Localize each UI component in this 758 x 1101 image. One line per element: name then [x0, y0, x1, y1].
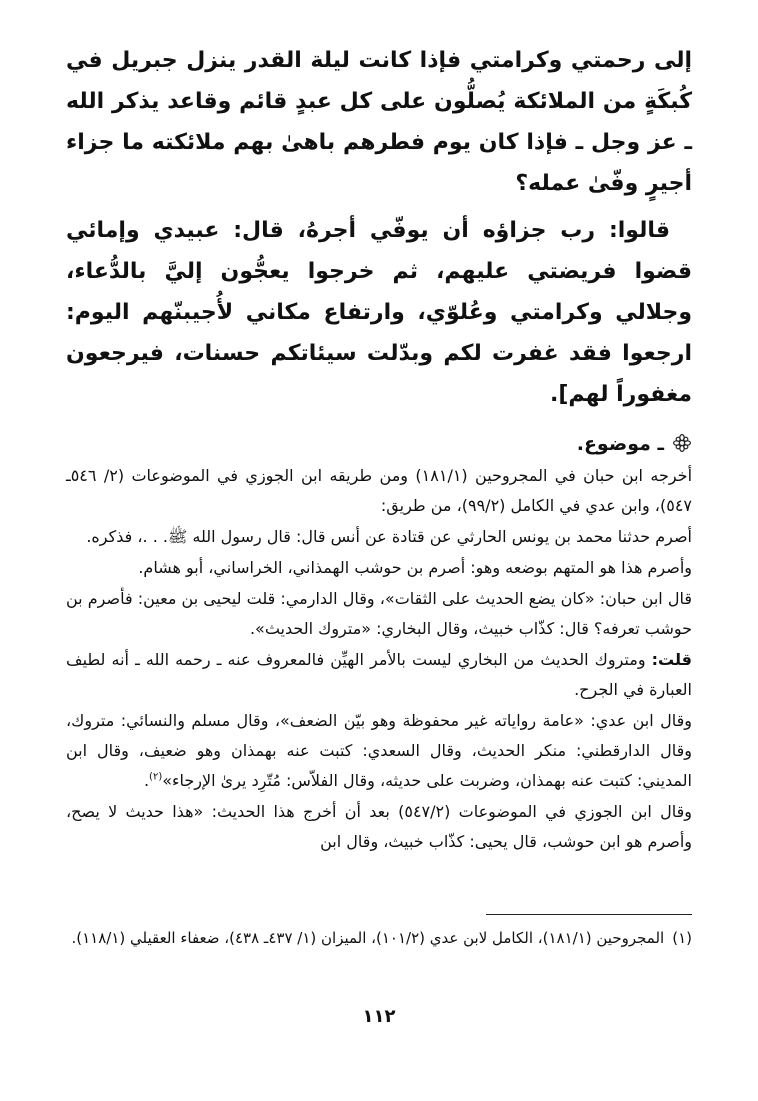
commentary-paragraph	[66, 645, 692, 705]
hadith-text	[66, 40, 692, 415]
commentary-paragraph	[66, 706, 692, 796]
commentary-paragraph: أصرم حدثنا محمد بن يونس الحارثي عن قتادة عن أنس قال: قال رسول الله ﷺ. . .، فذكره.	[86, 527, 692, 546]
footnote-number: (١)	[672, 929, 692, 947]
commentary-paragraph: وأصرم هذا هو المتهم بوضعه وهو: أصرم بن حوشب الهمذاني، الخراساني، أبو هشام.	[138, 558, 692, 577]
footnotes	[66, 924, 692, 952]
commentary-paragraph: قال ابن حبان: «كان يضع الحديث على الثقات»، وقال الدارمي: قلت ليحيى بن معين: فأصرم بن حوشب تعرفه؟ قال: كذّاب خبيث، وقال البخاري: «متروك الحديث».	[66, 589, 692, 638]
verdict-label: ـ موضوع.	[576, 433, 664, 455]
author-note-label: قلت:	[651, 650, 692, 669]
commentary-text: .	[143, 771, 150, 790]
footnote	[66, 924, 692, 952]
flower-ornament-icon	[672, 433, 692, 456]
commentary-paragraph: وقال ابن الجوزي في الموضوعات (٥٤٧/٢) بعد أن أخرج هذا الحديث: «هذا حديث لا يصح، وأصرم هو ابن حوشب، قال يحيى: كذّاب خبيث، وقال ابن	[66, 802, 693, 851]
hadith-paragraph: إلى رحمتي وكرامتي فإذا كانت ليلة القدر ينزل جبريل في كُبكَةٍ من الملائكة يُصلُّون على كل عبدٍ قائم وقاعد يذكر الله ـ عز وجل ـ فإذا كان يوم فطرهم باهىٰ بهم ملائكته ما جزاء أجيرٍ وفّىٰ عمله؟	[66, 48, 692, 196]
footnote-divider	[486, 914, 692, 915]
footnote-reference: (٢)	[149, 771, 163, 783]
hadith-paragraph: قالوا: رب جزاؤه أن يوفّي أجرهُ، قال: عبيدي وإمائي قضوا فريضتي عليهم، ثم خرجوا يعجُّون إليَّ بالدُّعاء، وجلالي وكرامتي وعُلوّي، وارتفاع مكاني لأُجيبنّهم اليوم: ارجعوا فقد غفرت لكم وبدّلت سيئاتكم حسنات، فيرجعون مغفوراً لهم].	[66, 218, 692, 407]
author-note-text: ومتروك الحديث من البخاري ليست بالأمر الهيِّن فالمعروف عنه ـ رحمه الله ـ أنه لطيف العبارة في الجرح.	[66, 650, 692, 699]
commentary	[66, 461, 692, 857]
commentary-paragraph: أخرجه ابن حبان في المجروحين (١٨١/١) ومن طريقه ابن الجوزي في الموضوعات (٢/ ٥٤٦ـ ٥٤٧)، وابن عدي في الكامل (٩٩/٢)، من طريق:	[66, 466, 693, 515]
commentary-text: وقال ابن عدي: «عامة رواياته غير محفوظة وهو بيّن الضعف»، وقال مسلم والنسائي: متروك، وقال الدارقطني: منكر الحديث، وقال السعدي: كتبت عنه بهمذان وهو ضعيف، وقال ابن المديني: كتبت عنه بهمذان، وضربت على حديثه، وقال الفلاّس: مُتّرِد يرىٰ الإرجاء»	[66, 711, 692, 790]
verdict-heading	[66, 427, 692, 461]
page-number: ١١٢	[362, 1006, 396, 1027]
page-content	[66, 40, 692, 857]
footnote-text: المجروحين (١٨١/١)، الكامل لابن عدي (١٠١/٢)، الميزان (١/ ٤٣٧ـ ٤٣٨)، ضعفاء العقيلي (١١٨/١).	[71, 929, 665, 947]
